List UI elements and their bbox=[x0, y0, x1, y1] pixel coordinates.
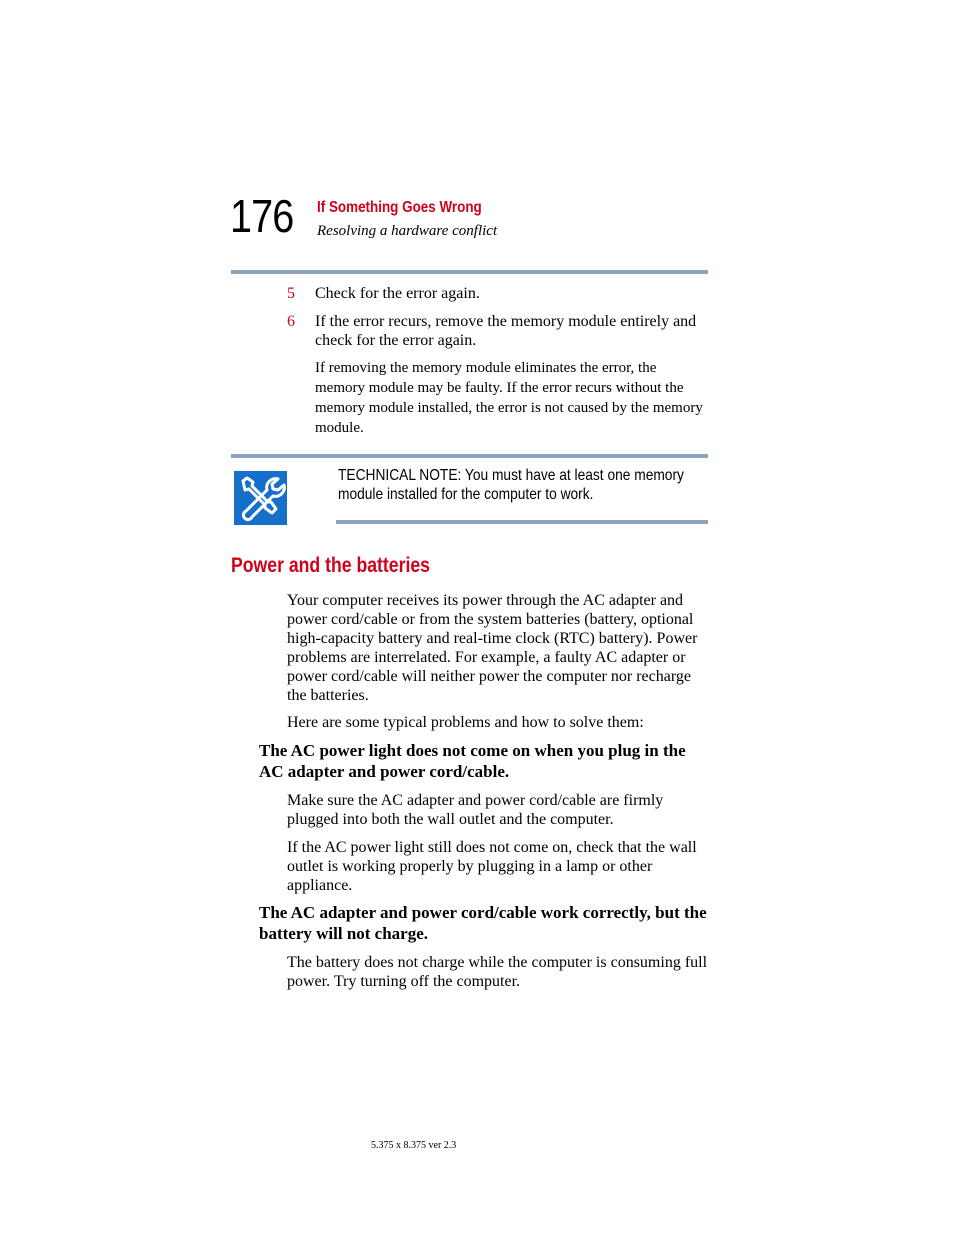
header-divider bbox=[231, 270, 708, 274]
section-heading: Power and the batteries bbox=[231, 554, 431, 577]
step-text: If the error recurs, remove the memory module entirely and check for the error again. bbox=[315, 313, 697, 349]
step-number: 6 bbox=[287, 313, 295, 330]
solution-paragraph: Make sure the AC adapter and power cord/cable are firmly plugged into both the wall outlet and the computer. bbox=[287, 792, 664, 828]
note-bottom-divider bbox=[336, 520, 708, 524]
problem-title: The AC power light does not come on when you plug in the AC adapter and power cord/cable. bbox=[259, 741, 686, 781]
solution-paragraph: The battery does not charge while the computer is consuming full power. Try turning off the computer. bbox=[287, 954, 708, 990]
page-footer: 5.375 x 8.375 ver 2.3 bbox=[371, 1140, 457, 1151]
step-note: If removing the memory module eliminates the error, the memory module may be faulty. If the error recurs without the memory module installed, the error is not caused by the memory module. bbox=[315, 360, 703, 436]
intro-paragraph: Your computer receives its power through the AC adapter and power cord/cable or from the system batteries (battery, optional high-capacity battery and real-time clock (RTC) battery). Power problems are interrelated. For example, a faulty AC adapter or power cord/cable will neither power the computer nor recharge the batteries. bbox=[287, 592, 698, 704]
technical-note-text: TECHNICAL NOTE: You must have at least one memory module installed for the computer to work. bbox=[338, 467, 684, 503]
step-text: Check for the error again. bbox=[315, 285, 480, 302]
step-number: 5 bbox=[287, 285, 295, 302]
note-top-divider bbox=[231, 454, 708, 458]
section-title: Resolving a hardware conflict bbox=[317, 223, 498, 239]
problem-title: The AC adapter and power cord/cable work correctly, but the battery will not charge. bbox=[259, 903, 707, 943]
lead-in-paragraph: Here are some typical problems and how to solve them: bbox=[287, 714, 644, 731]
solution-paragraph: If the AC power light still does not come on, check that the wall outlet is working properly by plugging in a lamp or other appliance. bbox=[287, 839, 697, 894]
chapter-title: If Something Goes Wrong bbox=[317, 199, 482, 216]
wrench-icon bbox=[234, 471, 287, 525]
page-number: 176 bbox=[230, 190, 294, 242]
